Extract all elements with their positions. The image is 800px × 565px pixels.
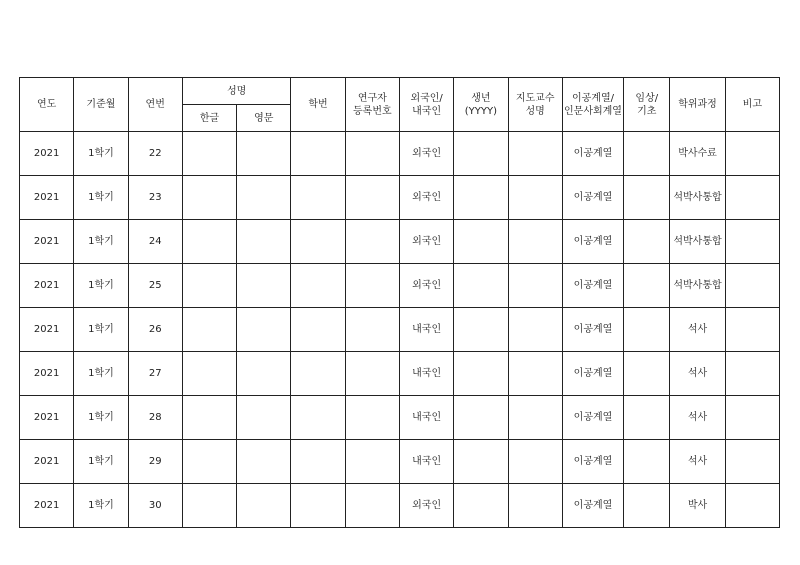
cell-degree-program: 박사 xyxy=(670,484,725,528)
cell-serial: 24 xyxy=(128,220,182,264)
cell-degree-program: 석박사통합 xyxy=(670,264,725,308)
cell-serial: 27 xyxy=(128,352,182,396)
cell-name-english xyxy=(237,264,291,308)
cell-name-korean xyxy=(182,396,236,440)
cell-advisor xyxy=(508,396,562,440)
cell-advisor xyxy=(508,220,562,264)
header-field xyxy=(562,78,623,132)
cell-birth-year xyxy=(454,308,508,352)
header-researcher-reg-line2: 등록번호 xyxy=(353,105,392,117)
cell-field: 이공계열 xyxy=(562,440,623,484)
cell-name-korean xyxy=(182,264,236,308)
cell-field: 이공계열 xyxy=(562,308,623,352)
header-advisor-line2: 성명 xyxy=(525,105,545,117)
cell-student-id xyxy=(291,484,345,528)
header-researcher-reg xyxy=(345,78,399,132)
cell-nationality: 외국인 xyxy=(399,484,453,528)
header-base-month: 기준월 xyxy=(74,78,128,132)
cell-name-korean xyxy=(182,352,236,396)
table-row xyxy=(20,264,780,308)
header-student-id: 학번 xyxy=(291,78,345,132)
cell-base-month: 1학기 xyxy=(74,264,128,308)
cell-advisor xyxy=(508,484,562,528)
cell-serial: 26 xyxy=(128,308,182,352)
cell-birth-year xyxy=(454,396,508,440)
cell-serial: 23 xyxy=(128,176,182,220)
cell-field: 이공계열 xyxy=(562,220,623,264)
cell-advisor xyxy=(508,440,562,484)
cell-year: 2021 xyxy=(20,264,74,308)
cell-remarks xyxy=(725,264,779,308)
cell-advisor xyxy=(508,308,562,352)
cell-nationality: 외국인 xyxy=(399,264,453,308)
table-row xyxy=(20,176,780,220)
cell-nationality: 내국인 xyxy=(399,440,453,484)
cell-name-english xyxy=(237,176,291,220)
cell-field: 이공계열 xyxy=(562,352,623,396)
cell-nationality: 외국인 xyxy=(399,176,453,220)
cell-birth-year xyxy=(454,352,508,396)
table-row xyxy=(20,308,780,352)
cell-clinical xyxy=(624,396,670,440)
header-birth-year-line2: (YYYY) xyxy=(464,105,498,117)
header-researcher-reg-line1: 연구자 xyxy=(357,92,387,104)
table-row xyxy=(20,396,780,440)
cell-advisor xyxy=(508,176,562,220)
cell-student-id xyxy=(291,308,345,352)
table-row xyxy=(20,220,780,264)
cell-base-month: 1학기 xyxy=(74,440,128,484)
cell-birth-year xyxy=(454,220,508,264)
cell-degree-program: 석박사통합 xyxy=(670,220,725,264)
header-advisor xyxy=(508,78,562,132)
cell-base-month: 1학기 xyxy=(74,484,128,528)
cell-clinical xyxy=(624,484,670,528)
cell-name-english xyxy=(237,352,291,396)
cell-nationality: 내국인 xyxy=(399,308,453,352)
cell-base-month: 1학기 xyxy=(74,176,128,220)
cell-birth-year xyxy=(454,440,508,484)
cell-serial: 22 xyxy=(128,132,182,176)
header-name-korean: 한글 xyxy=(182,105,236,132)
cell-degree-program: 석사 xyxy=(670,352,725,396)
cell-year: 2021 xyxy=(20,176,74,220)
cell-name-english xyxy=(237,396,291,440)
cell-serial: 25 xyxy=(128,264,182,308)
cell-nationality: 외국인 xyxy=(399,132,453,176)
cell-field: 이공계열 xyxy=(562,396,623,440)
cell-nationality: 내국인 xyxy=(399,396,453,440)
cell-student-id xyxy=(291,132,345,176)
cell-year: 2021 xyxy=(20,352,74,396)
cell-researcher-reg xyxy=(345,220,399,264)
cell-year: 2021 xyxy=(20,484,74,528)
cell-student-id xyxy=(291,176,345,220)
cell-researcher-reg xyxy=(345,484,399,528)
header-year: 연도 xyxy=(20,78,74,132)
cell-researcher-reg xyxy=(345,396,399,440)
cell-student-id xyxy=(291,220,345,264)
header-name-english: 영문 xyxy=(237,105,291,132)
cell-clinical xyxy=(624,308,670,352)
cell-base-month: 1학기 xyxy=(74,396,128,440)
cell-degree-program: 석사 xyxy=(670,308,725,352)
cell-field: 이공계열 xyxy=(562,176,623,220)
cell-degree-program: 석사 xyxy=(670,396,725,440)
table-row xyxy=(20,484,780,528)
cell-clinical xyxy=(624,132,670,176)
cell-name-korean xyxy=(182,484,236,528)
cell-remarks xyxy=(725,484,779,528)
header-birth-year xyxy=(454,78,508,132)
cell-name-korean xyxy=(182,220,236,264)
cell-field: 이공계열 xyxy=(562,264,623,308)
cell-base-month: 1학기 xyxy=(74,352,128,396)
cell-researcher-reg xyxy=(345,308,399,352)
cell-remarks xyxy=(725,352,779,396)
cell-name-korean xyxy=(182,176,236,220)
cell-researcher-reg xyxy=(345,132,399,176)
header-nationality xyxy=(399,78,453,132)
cell-remarks xyxy=(725,396,779,440)
header-clinical-line2: 기초 xyxy=(637,105,657,117)
cell-name-korean xyxy=(182,132,236,176)
cell-base-month: 1학기 xyxy=(74,220,128,264)
header-row xyxy=(20,78,780,105)
header-clinical xyxy=(624,78,670,132)
cell-name-english xyxy=(237,132,291,176)
header-field-line2: 인문사회계열 xyxy=(564,105,622,117)
table-row xyxy=(20,440,780,484)
cell-degree-program: 석박사통합 xyxy=(670,176,725,220)
cell-base-month: 1학기 xyxy=(74,308,128,352)
cell-field: 이공계열 xyxy=(562,132,623,176)
cell-degree-program: 석사 xyxy=(670,440,725,484)
cell-field: 이공계열 xyxy=(562,484,623,528)
cell-remarks xyxy=(725,220,779,264)
cell-advisor xyxy=(508,132,562,176)
header-remarks: 비고 xyxy=(725,78,779,132)
header-degree-program: 학위과정 xyxy=(670,78,725,132)
cell-serial: 30 xyxy=(128,484,182,528)
header-nationality-line2: 내국인 xyxy=(412,105,442,117)
cell-researcher-reg xyxy=(345,264,399,308)
cell-remarks xyxy=(725,176,779,220)
cell-researcher-reg xyxy=(345,352,399,396)
cell-clinical xyxy=(624,220,670,264)
cell-year: 2021 xyxy=(20,220,74,264)
cell-name-english xyxy=(237,484,291,528)
cell-clinical xyxy=(624,352,670,396)
cell-clinical xyxy=(624,440,670,484)
header-clinical-line1: 임상/ xyxy=(635,92,659,104)
cell-student-id xyxy=(291,440,345,484)
cell-year: 2021 xyxy=(20,396,74,440)
cell-name-english xyxy=(237,440,291,484)
cell-nationality: 외국인 xyxy=(399,220,453,264)
cell-researcher-reg xyxy=(345,440,399,484)
header-birth-year-line1: 생년 xyxy=(471,92,491,104)
cell-name-english xyxy=(237,308,291,352)
cell-serial: 29 xyxy=(128,440,182,484)
cell-year: 2021 xyxy=(20,308,74,352)
cell-birth-year xyxy=(454,264,508,308)
table-row xyxy=(20,352,780,396)
cell-birth-year xyxy=(454,132,508,176)
cell-degree-program: 박사수료 xyxy=(670,132,725,176)
cell-advisor xyxy=(508,352,562,396)
cell-clinical xyxy=(624,264,670,308)
header-name: 성명 xyxy=(182,78,291,105)
cell-researcher-reg xyxy=(345,176,399,220)
cell-student-id xyxy=(291,264,345,308)
student-roster-table xyxy=(19,77,780,528)
cell-remarks xyxy=(725,308,779,352)
cell-name-korean xyxy=(182,308,236,352)
header-field-line1: 이공계열/ xyxy=(571,92,614,104)
cell-base-month: 1학기 xyxy=(74,132,128,176)
header-advisor-line1: 지도교수 xyxy=(515,92,555,104)
cell-year: 2021 xyxy=(20,132,74,176)
cell-remarks xyxy=(725,440,779,484)
cell-student-id xyxy=(291,352,345,396)
cell-student-id xyxy=(291,396,345,440)
cell-year: 2021 xyxy=(20,440,74,484)
cell-clinical xyxy=(624,176,670,220)
cell-nationality: 내국인 xyxy=(399,352,453,396)
header-serial: 연번 xyxy=(128,78,182,132)
cell-birth-year xyxy=(454,484,508,528)
cell-serial: 28 xyxy=(128,396,182,440)
header-nationality-line1: 외국인/ xyxy=(410,92,443,104)
cell-advisor xyxy=(508,264,562,308)
table-row xyxy=(20,132,780,176)
cell-remarks xyxy=(725,132,779,176)
cell-birth-year xyxy=(454,176,508,220)
cell-name-english xyxy=(237,220,291,264)
cell-name-korean xyxy=(182,440,236,484)
